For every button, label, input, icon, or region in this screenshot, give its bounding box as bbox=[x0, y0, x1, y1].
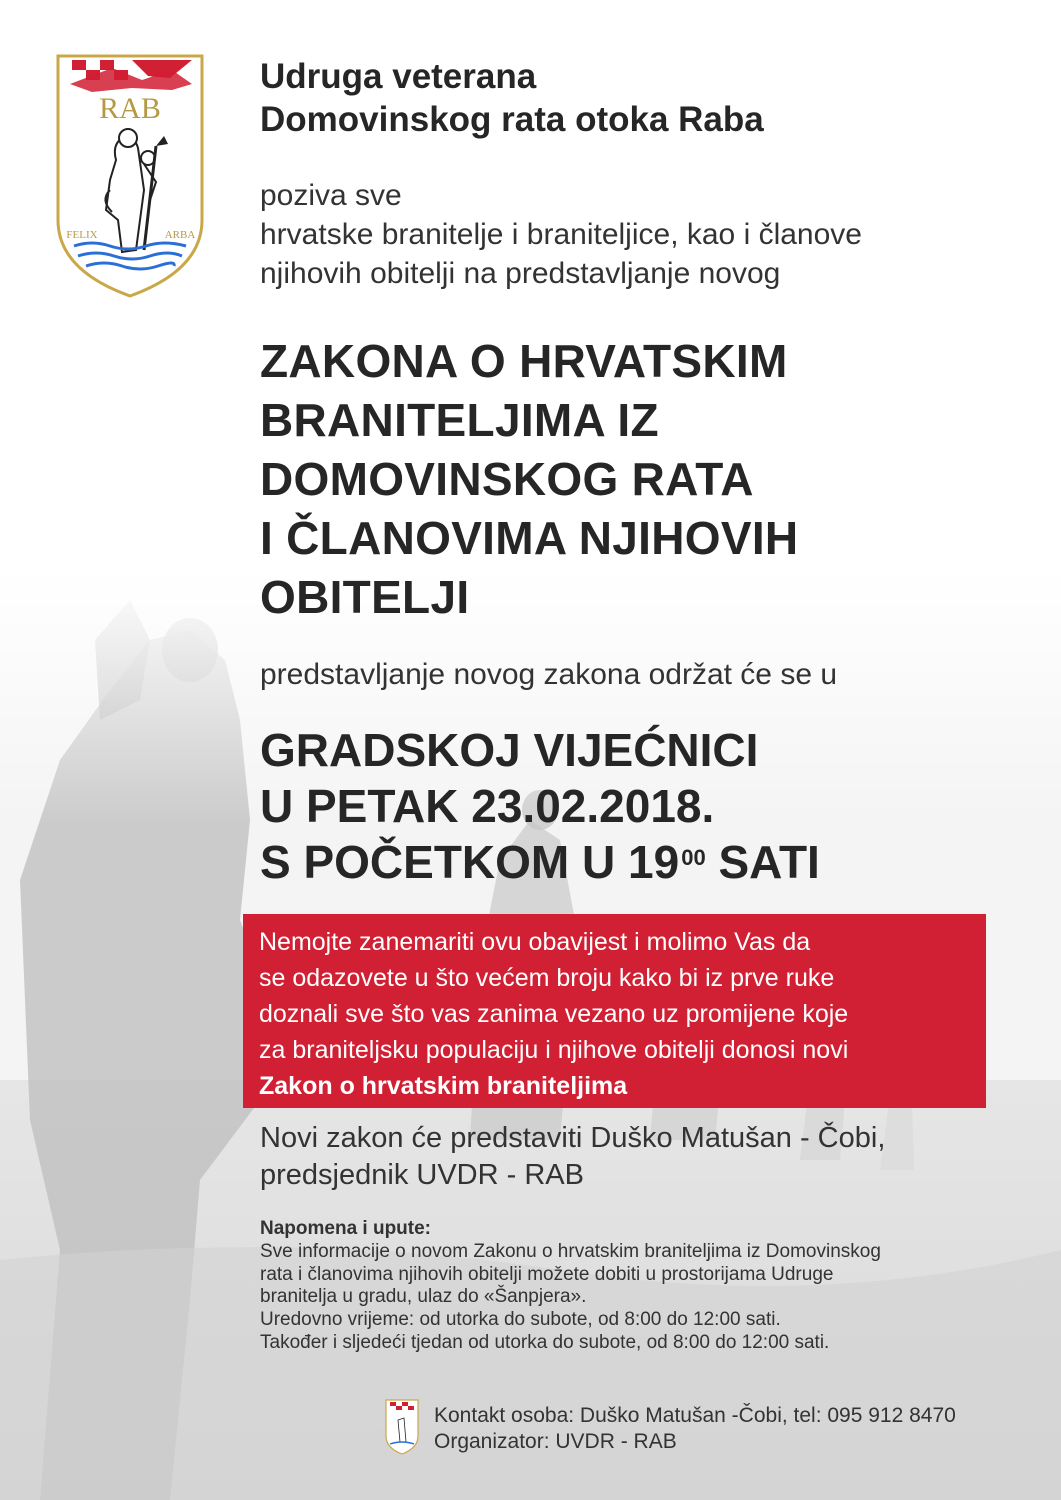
law-title-line-5: OBITELJI bbox=[260, 571, 470, 623]
notes-line-2: rata i članovima njihovih obitelji možete dobiti u prostorijama Udruge bbox=[260, 1263, 834, 1285]
law-title bbox=[260, 332, 798, 627]
notes-line-5: Također i sljedeći tjedan od utorka do subote, od 8:00 do 12:00 sati. bbox=[260, 1331, 830, 1353]
presenter-line-1: Novi zakon će predstaviti Duško Matušan - Čobi, bbox=[260, 1122, 886, 1154]
law-title-line-4: I ČLANOVIMA NJIHOVIH bbox=[260, 512, 799, 564]
organization-name bbox=[260, 55, 764, 141]
invitation-text bbox=[260, 176, 862, 293]
contact-person: Kontakt osoba: Duško Matušan -Čobi, tel: 095 912 8470 bbox=[434, 1404, 956, 1427]
venue-date: U PETAK 23.02.2018. bbox=[260, 780, 715, 832]
rab-coat-of-arms-icon bbox=[52, 50, 208, 300]
org-line-2: Domovinskog rata otoka Raba bbox=[260, 100, 764, 139]
notes-line-4: Uredovno vrijeme: od utorka do subote, od 8:00 do 12:00 sati. bbox=[260, 1309, 781, 1331]
notice-box bbox=[243, 914, 986, 1108]
presenter-info bbox=[260, 1120, 885, 1194]
notice-line-5: Zakon o hrvatskim braniteljima bbox=[259, 1072, 628, 1100]
notes-line-3: branitelja u gradu, ulaz do «Šanpjera». bbox=[260, 1286, 587, 1308]
venue-time-minutes: 00 bbox=[681, 845, 706, 870]
venue-time-text: S POČETKOM U 19 bbox=[260, 836, 680, 888]
venue-details bbox=[260, 722, 820, 890]
venue-time-suffix: SATI bbox=[705, 836, 820, 888]
venue-time bbox=[260, 834, 820, 890]
small-crest-icon bbox=[384, 1398, 420, 1456]
notes-line-1: Sve informacije o novom Zakonu o hrvatskim braniteljima iz Domovinskog bbox=[260, 1240, 881, 1262]
notes-section bbox=[260, 1218, 881, 1355]
invitation-line-3: njihovih obitelji na predstavljanje novog bbox=[260, 257, 781, 290]
crest-rab-text: RAB bbox=[99, 92, 161, 125]
invitation-line-1: poziva sve bbox=[260, 179, 402, 212]
notice-line-1: Nemojte zanemariti ovu obavijest i molimo Vas da bbox=[259, 928, 811, 956]
notice-line-4: za braniteljsku populaciju i njihove obitelji donosi novi bbox=[259, 1036, 849, 1064]
organizer: Organizator: UVDR - RAB bbox=[434, 1430, 677, 1453]
invitation-line-2: hrvatske branitelje i braniteljice, kao i članove bbox=[260, 218, 862, 251]
law-title-line-1: ZAKONA O HRVATSKIM bbox=[260, 335, 788, 387]
footer-contact bbox=[434, 1403, 956, 1455]
org-line-1: Udruga veterana bbox=[260, 57, 537, 96]
presenter-line-2: predsjednik UVDR - RAB bbox=[260, 1159, 584, 1191]
law-title-line-3: DOMOVINSKOG RATA bbox=[260, 453, 754, 505]
notice-line-2: se odazovete u što većem broju kako bi iz prve ruke bbox=[259, 964, 835, 992]
venue-place: GRADSKOJ VIJEĆNICI bbox=[260, 724, 759, 776]
notes-heading: Napomena i upute: bbox=[260, 1218, 432, 1239]
law-title-line-2: BRANITELJIMA IZ bbox=[260, 394, 659, 446]
venue-lead-text: predstavljanje novog zakona održat će se u bbox=[260, 658, 838, 691]
notice-line-3: doznali sve što vas zanima vezano uz promijene koje bbox=[259, 1000, 849, 1028]
crest-arba-text: ARBA bbox=[164, 229, 196, 241]
crest-felix-text: FELIX bbox=[66, 229, 98, 241]
